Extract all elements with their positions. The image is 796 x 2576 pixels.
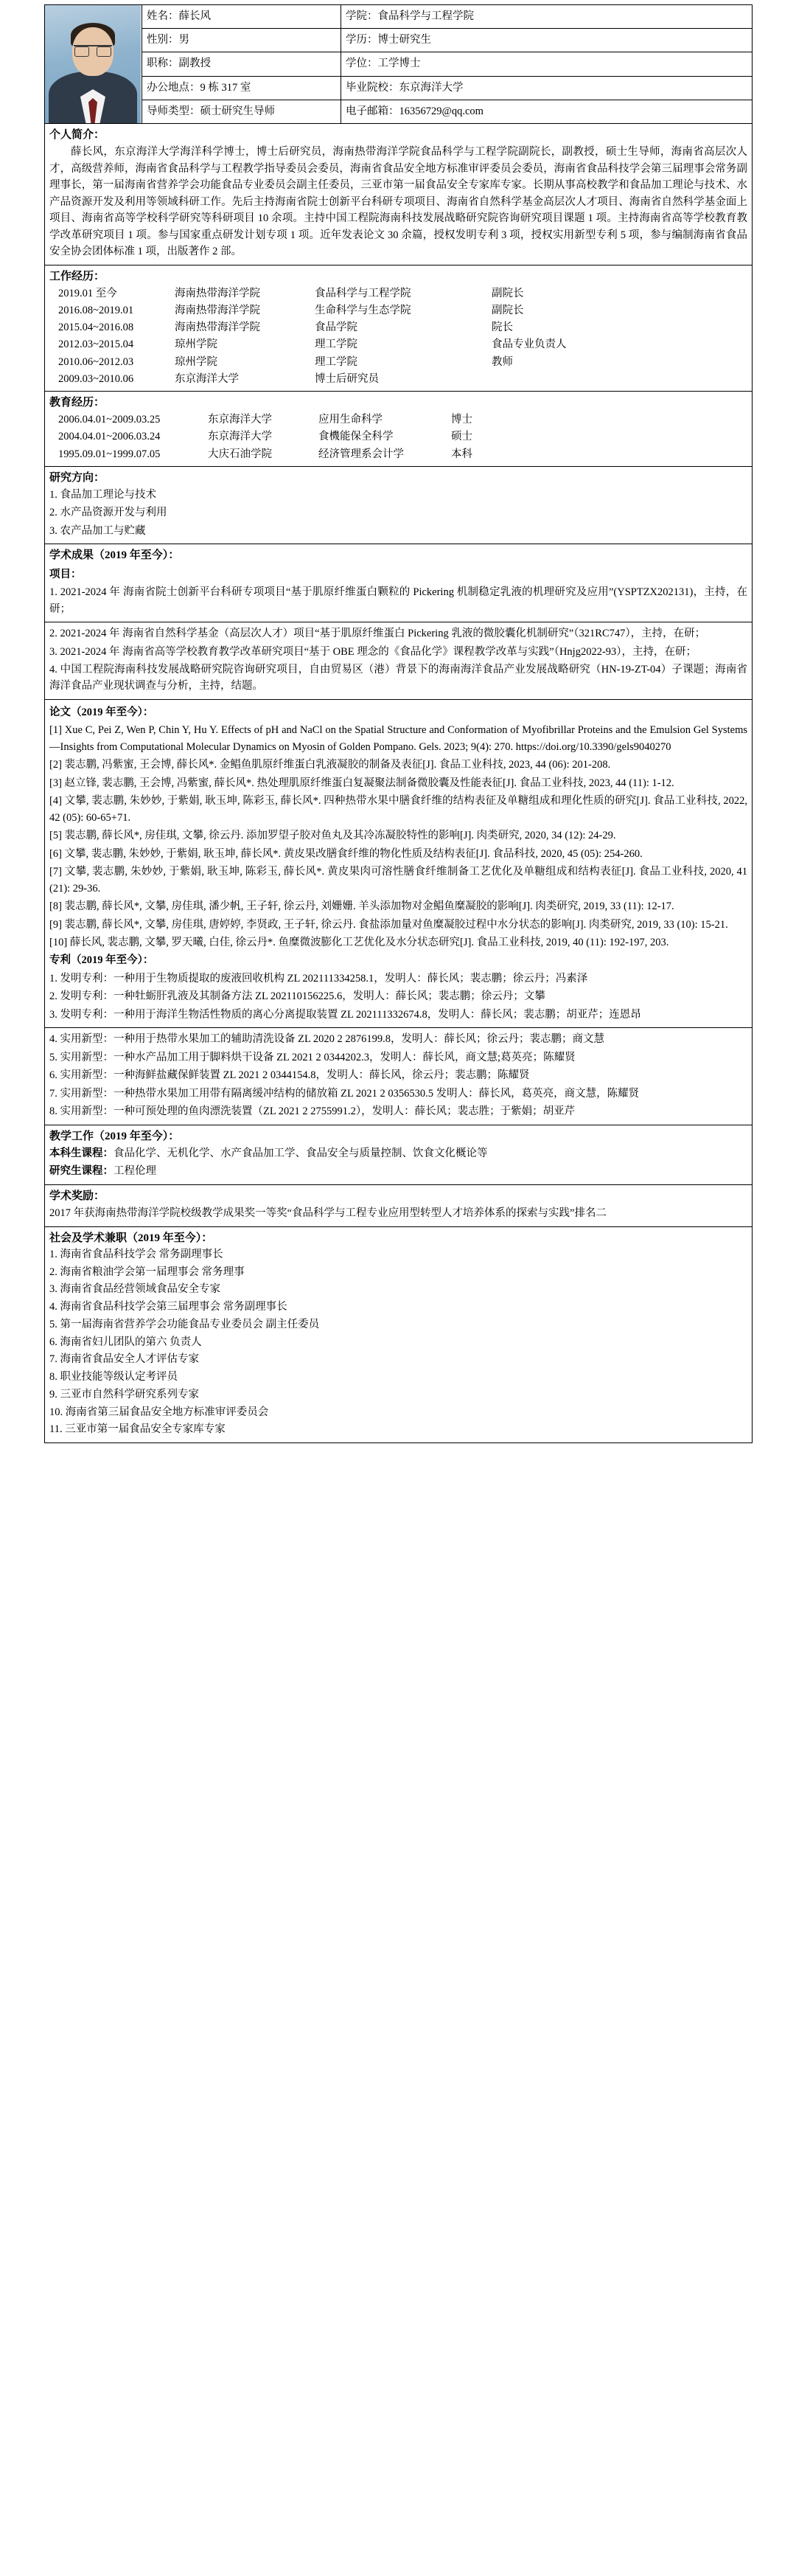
field-education-level — [341, 29, 753, 52]
education-major: 经济管理系会计学 — [318, 448, 404, 460]
project-item: 2. 2021-2024 年 海南省自然科学基金（高层次人才）项目“基于肌原纤维蛋白 Pickering 乳液的微胶囊化机制研究”（321RC747），主持，在研； — [49, 628, 706, 640]
work-org: 海南热带海洋学院 — [175, 322, 260, 334]
achievements-title: 学术成果（2019 年至今）： — [49, 549, 180, 562]
field-college-label: 学院： — [346, 10, 378, 22]
work-dept: 博士后研究员 — [315, 372, 379, 385]
field-supervisor-type — [142, 100, 341, 123]
utility-patent-item: 4. 实用新型：一种用于热带水果加工的辅助清洗设备 ZL 2020 2 2876199.8，发明人：薛长风；徐云丹；裴志鹏；商文慧 — [49, 1033, 605, 1046]
project-item: 1. 2021-2024 年 海南省院士创新平台科研专项项目“基于肌原纤维蛋白颗粒的 Pickering 机制稳定乳液的机理研究及应用”(YSPTZX202131)，主持，在研； — [49, 586, 747, 615]
section-social — [45, 1226, 753, 1443]
work-dept: 食品学院 — [315, 322, 357, 334]
social-item: 8. 职业技能等级认定考评员 — [49, 1371, 178, 1384]
award-item: 2017 年获海南热带海洋学院校级教学成果奖一等奖“食品科学与工程专业应用型转型人才培养体系的探索与实践”排名二 — [49, 1207, 607, 1220]
section-education — [45, 391, 753, 466]
field-gender-label: 性别： — [147, 34, 179, 46]
work-row — [49, 302, 747, 319]
work-org: 东京海洋大学 — [175, 372, 239, 385]
patent-item: 1. 发明专利：一种用于生物质提取的废液回收机构 ZL 202111334258.1，发明人：薛长风；裴志鹏；徐云丹；冯素泽 — [49, 972, 588, 985]
field-title — [142, 52, 341, 76]
field-gender-value: 男 — [178, 34, 189, 46]
field-supervisor-type-value: 硕士研究生导师 — [200, 105, 275, 117]
social-cell — [45, 1226, 753, 1443]
field-office-label: 办公地点： — [147, 81, 200, 94]
research-cell — [45, 466, 753, 544]
social-item: 4. 海南省食品科技学会第三届理事会 常务副理事长 — [49, 1301, 287, 1313]
work-org: 琼州学院 — [175, 339, 217, 351]
field-alma-mater — [341, 76, 753, 100]
work-dept: 生命科学与生态学院 — [315, 304, 411, 316]
education-org: 东京海洋大学 — [208, 414, 272, 426]
work-date: 2012.03~2015.04 — [58, 339, 134, 351]
work-cell — [45, 265, 753, 391]
field-college-value: 食品科学与工程学院 — [377, 10, 474, 22]
paper-item: [10] 薛长风, 裴志鹏, 文攀, 罗天曦, 白佳, 徐云丹*. 鱼糜微波膨化工艺优化及水分状态研究[J]. 食品工业科技, 2019, 40 (11): 192-197, 203. — [49, 937, 669, 948]
section-projects-part1 — [45, 544, 753, 622]
work-date: 2009.03~2010.06 — [58, 372, 134, 385]
profile-cell — [45, 124, 753, 265]
field-email-value: 16356729@qq.com — [399, 105, 483, 117]
field-name-label: 姓名： — [147, 10, 179, 22]
social-item: 5. 第一届海南省营养学会功能食品专业委员会 副主任委员 — [49, 1318, 320, 1330]
section-papers — [45, 699, 753, 1027]
field-alma-mater-label: 毕业院校： — [346, 81, 399, 94]
field-title-value: 副教授 — [178, 58, 211, 70]
portrait-photo-cell — [45, 5, 142, 124]
field-title-label: 职称： — [147, 58, 179, 70]
work-date: 2016.08~2019.01 — [58, 304, 134, 316]
patent-item: 2. 发明专利：一种牡蛎肝乳液及其制备方法 ZL 202110156225.6，发明人：薛长风；裴志鹏；徐云丹；文攀 — [49, 990, 545, 1003]
education-major: 应用生命科学 — [318, 414, 383, 426]
work-row — [49, 336, 747, 353]
research-item: 3. 农产品加工与贮藏 — [49, 524, 146, 537]
projects-cell-1 — [45, 544, 753, 622]
education-date: 2004.04.01~2006.03.24 — [58, 431, 161, 443]
education-row — [49, 446, 747, 463]
education-row — [49, 412, 747, 428]
social-item: 7. 海南省食品安全人才评估专家 — [49, 1353, 199, 1366]
field-office — [142, 76, 341, 100]
teaching-row — [49, 1163, 747, 1179]
education-degree: 本科 — [451, 448, 472, 460]
section-profile — [45, 124, 753, 265]
field-degree-label: 学位： — [346, 58, 378, 70]
awards-title: 学术奖励： — [49, 1190, 105, 1202]
work-dept: 理工学院 — [315, 355, 357, 368]
education-title: 教育经历： — [49, 396, 105, 409]
education-degree: 博士 — [451, 414, 472, 426]
social-title: 社会及学术兼职（2019 年至今）： — [49, 1232, 213, 1244]
social-item: 6. 海南省妇儿团队的第六 负责人 — [49, 1336, 202, 1348]
education-org: 大庆石油学院 — [208, 448, 272, 460]
work-role: 食品专业负责人 — [492, 339, 567, 351]
papers-cell — [45, 699, 753, 1027]
section-work — [45, 265, 753, 391]
utility-patent-item: 6. 实用新型：一种海鲜盐藏保鲜装置 ZL 2021 2 0344154.8，发明人：薛长风，徐云丹；裴志鹏；陈耀贤 — [49, 1069, 530, 1082]
work-role: 教师 — [492, 355, 513, 368]
research-item: 1. 食品加工理论与技术 — [49, 488, 156, 501]
profile-paragraph: 薛长风，东京海洋大学海洋科学博士，博士后研究员，海南热带海洋学院食品科学与工程学院副院长，副教授，硕士生导师，海南省高层次人才，高级营养师，海南省食品科学与工程教学指导委员会委员，海南省食品安全地方标准审评委员会委员，海南省食品科技学会第三届理事会常务副理事长，第一届海南省营养学会功能食品专业委员会副主任委员，三亚市第一届食品安全专家库专家。长期从事高校教学和食品加工理论与技术、水产品资源开发及利用等领域科研工作。先后主持海南省院士创新平台科研专项项目、海南省自然科学基金高层次人才项目、海南省自然科学基金面上项目、海南省高等学校科学研究等科研项目 10 余项。主持中国工程院海南科技发展战略研究院咨询研究项目课题 1 项。主持海南省高等学校教育教学改革研究项目 1 项。参与国家重点研发计划专项 1 项。近年发表论文 30 余篇，授权发明专利 3 项，授权实用新型专利 5 项，参与编制海南省食品安全协会团体标准 1 项，出版著作 2 部。 — [49, 146, 747, 258]
patent-item: 3. 发明专利：一种用于海洋生物活性物质的离心分离提取装置 ZL 202111332674.8，发明人：薛长风；裴志鹏；胡亚芹；连恩昂 — [49, 1008, 641, 1021]
social-item: 11. 三亚市第一届食品安全专家库专家 — [49, 1423, 226, 1436]
utility-patent-item: 5. 实用新型：一种水产品加工用于脚料烘干设备 ZL 2021 2 0344202.3，发明人：薛长风，商文慧;葛英亮；陈耀贤 — [49, 1051, 576, 1063]
cv-table — [44, 4, 753, 1443]
work-role: 副院长 — [492, 304, 524, 316]
work-org: 琼州学院 — [175, 355, 217, 368]
utility-patent-item: 8. 实用新型：一种可预处理的鱼肉漂洗装置（ZL 2021 2 2755991.2），发明人：薛长风；裴志胜；于紫娟；胡亚芹 — [49, 1105, 576, 1118]
education-major: 食機能保全科学 — [318, 431, 394, 443]
field-alma-mater-value: 东京海洋大学 — [399, 81, 464, 94]
teaching-cell — [45, 1125, 753, 1184]
work-row — [49, 285, 747, 302]
social-item: 2. 海南省粮油学会第一届理事会 常务理事 — [49, 1266, 245, 1278]
projects-title: 项目： — [49, 568, 82, 580]
paper-item: [9] 裴志鹏, 薛长风*, 文攀, 房佳琪, 唐婷婷, 李贤政, 王子轩, 徐云丹. 食盐添加量对鱼糜凝胶过程中水分状态的影响[J]. 肉类研究, 2019, 33 (10): 15-21. — [49, 918, 728, 931]
teaching-title: 教学工作（2019 年至今）： — [49, 1130, 180, 1142]
teaching-undergrad-label: 本科生课程： — [49, 1147, 114, 1159]
patents-title: 专利（2019 年至今）： — [49, 954, 154, 967]
field-college — [341, 5, 753, 29]
paper-item: [2] 裴志鹏, 冯紫蜜, 王会博, 薛长风*. 金鲳鱼肌原纤维蛋白乳液凝胶的制备及表征[J]. 食品工业科技, 2023, 44 (06): 201-208. — [49, 759, 611, 771]
header-row-4 — [45, 76, 753, 100]
paper-item: [5] 裴志鹏, 薛长风*, 房佳琪, 文攀, 徐云丹. 添加罗望子胶对鱼丸及其冷冻凝胶特性的影响[J]. 肉类研究, 2020, 34 (12): 24-29. — [49, 830, 616, 842]
paper-item: [4] 文攀, 裴志鹏, 朱妙妙, 于紫娟, 耿玉坤, 陈彩玉, 薛长风*. 四种热带水果中膳食纤维的结构表征及单糖组成和理化性质的研究[J]. 食品工业科技, 2022, 42 (05): 60-65+71. — [49, 795, 747, 824]
education-row — [49, 428, 747, 445]
education-date: 2006.04.01~2009.03.25 — [58, 414, 161, 426]
paper-item: [8] 裴志鹏, 薛长风*, 文攀, 房佳琪, 潘少帆, 王子轩, 徐云丹, 刘姗姗. 羊头添加物对金鲳鱼糜凝胶的影响[J]. 肉类研究, 2019, 33 (11): 12-17. — [49, 900, 674, 913]
paper-item: [3] 赵立锋, 裴志鹏, 王会博, 冯紫蜜, 薛长风*. 热处理肌原纤维蛋白复凝聚法制备微胶囊及性能表征[J]. 食品工业科技, 2023, 44 (11): 1-12. — [49, 777, 674, 789]
work-date: 2010.06~2012.03 — [58, 355, 134, 368]
header-row-2 — [45, 29, 753, 52]
education-org: 东京海洋大学 — [208, 431, 272, 443]
field-education-level-label: 学历： — [346, 34, 378, 46]
work-role: 副院长 — [492, 287, 524, 299]
social-item: 10. 海南省第三届食品安全地方标准审评委员会 — [49, 1406, 269, 1418]
section-awards — [45, 1184, 753, 1226]
social-item: 9. 三亚市自然科学研究系列专家 — [49, 1388, 199, 1400]
field-supervisor-type-label: 导师类型： — [147, 105, 200, 117]
header-row-3 — [45, 52, 753, 76]
section-projects-part2 — [45, 622, 753, 700]
education-degree: 硕士 — [451, 431, 472, 443]
paper-item: [1] Xue C, Pei Z, Wen P, Chin Y, Hu Y. Effects of pH and NaCl on the Spatial Structure and Conformation of Myofibrillar Proteins and the Emulsion Gel Systems—Insights from Computational Molecular Dynamics on Myosin of Golden Pompano. Gels. 2023; 9(4): 270. https://doi.org/10.3390/gels9040270 — [49, 724, 747, 753]
field-degree-value: 工学博士 — [377, 58, 421, 70]
section-utility-patents — [45, 1028, 753, 1125]
research-title: 研究方向： — [49, 471, 105, 484]
field-degree — [341, 52, 753, 76]
field-gender — [142, 29, 341, 52]
work-role: 院长 — [492, 322, 513, 334]
teaching-grad-label: 研究生课程： — [49, 1165, 114, 1178]
work-org: 海南热带海洋学院 — [175, 287, 260, 299]
work-row — [49, 319, 747, 336]
work-dept: 理工学院 — [315, 339, 357, 351]
field-name — [142, 5, 341, 29]
work-row — [49, 354, 747, 371]
teaching-grad-text: 工程伦理 — [114, 1165, 156, 1178]
field-education-level-value: 博士研究生 — [377, 34, 431, 46]
project-item: 4. 中国工程院海南科技发展战略研究院咨询研究项目，自由贸易区（港）背景下的海南海洋食品产业发展战略研究（HN-19-ZT-04）子课题；海南省海洋食品产业现状调查与分析，主持，结题。 — [49, 663, 747, 692]
social-item: 1. 海南省食品科技学会 常务副理事长 — [49, 1248, 223, 1260]
header-row-5 — [45, 100, 753, 123]
field-email — [341, 100, 753, 123]
field-email-label: 电子邮箱： — [346, 105, 399, 117]
work-role — [492, 371, 747, 388]
paper-item: [7] 文攀, 裴志鹏, 朱妙妙, 于紫娟, 耿玉坤, 陈彩玉, 薛长风*. 黄皮果肉可溶性膳食纤维制备工艺优化及单糖组成和结构表征[J]. 食品工业科技, 2020, 41 (21): 29-36. — [49, 866, 747, 895]
project-item: 3. 2021-2024 年 海南省高等学校教育教学改革研究项目“基于 OBE 理念的《食品化学》课程教学改革与实践”（Hnjg2022-93），主持，在研； — [49, 645, 697, 658]
awards-cell — [45, 1184, 753, 1226]
work-dept: 食品科学与工程学院 — [315, 287, 411, 299]
portrait-photo — [45, 5, 141, 123]
projects-cell-2 — [45, 622, 753, 700]
papers-title: 论文（2019 年至今）： — [49, 706, 154, 718]
utility-patents-cell — [45, 1028, 753, 1125]
teaching-undergrad-text: 食品化学、无机化学、水产食品加工学、食品安全与质量控制、饮食文化概论等 — [114, 1147, 488, 1159]
section-research — [45, 466, 753, 544]
header-row-1 — [45, 5, 753, 29]
paper-item: [6] 文攀, 裴志鹏, 朱妙妙, 于紫娟, 耿玉坤, 薛长风*. 黄皮果改膳食纤维的物化性质及结构表征[J]. 食品科技, 2020, 45 (05): 254-260. — [49, 847, 643, 860]
work-org: 海南热带海洋学院 — [175, 304, 260, 316]
education-date: 1995.09.01~1999.07.05 — [58, 448, 161, 460]
work-date: 2015.04~2016.08 — [58, 322, 134, 334]
profile-title: 个人简介： — [49, 129, 105, 141]
work-title: 工作经历： — [49, 270, 105, 282]
utility-patent-item: 7. 实用新型：一种热带水果加工用带有隔离缓冲结构的储放箱 ZL 2021 2 0356530.5 发明人：薛长风，葛英亮，商文慧，陈耀贤 — [49, 1087, 640, 1100]
work-date: 2019.01 至今 — [58, 287, 117, 299]
field-name-value: 薛长风 — [178, 10, 211, 22]
field-office-value: 9 栋 317 室 — [200, 81, 251, 94]
work-row — [49, 371, 747, 388]
social-item: 3. 海南省食品经营领域食品安全专家 — [49, 1283, 220, 1296]
teaching-row — [49, 1145, 747, 1162]
education-cell — [45, 391, 753, 466]
research-item: 2. 水产品资源开发与利用 — [49, 507, 167, 519]
section-teaching — [45, 1125, 753, 1184]
